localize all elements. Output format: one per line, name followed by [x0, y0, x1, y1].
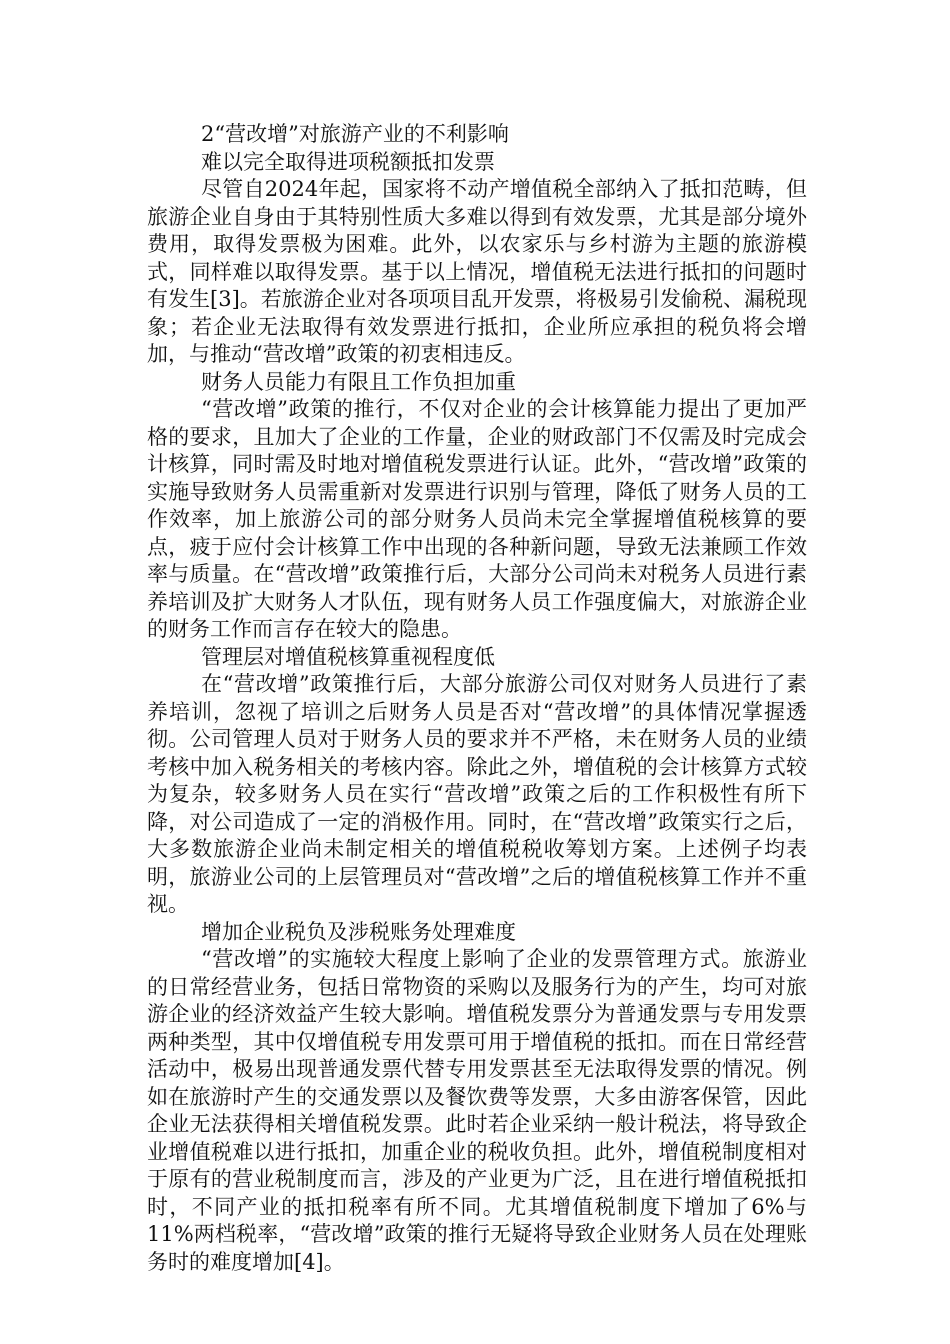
document-body [147, 121, 807, 1276]
body-paragraph: “营改增”政策的推行，不仅对企业的会计核算能力提出了更加严格的要求，且加大了企业的工作量，企业的财政部门不仅需及时完成会计核算，同时需及时地对增值税发票进行认证。此外，“营改增”政策的实施导致财务人员需重新对发票进行识别与管理，降低了财务人员的工作效率，加上旅游公司的部分财务人员尚未完全掌握增值税核算的要点，疲于应付会计核算工作中出现的各种新问题，导致无法兼顾工作效率与质量。在“营改增”政策推行后，大部分公司尚未对税务人员进行素养培训及扩大财务人才队伍，现有财务人员工作强度偏大，对旅游企业的财务工作而言存在较大的隐患。 [147, 397, 807, 641]
body-paragraph: 在“营改增”政策推行后，大部分旅游公司仅对财务人员进行了素养培训，忽视了培训之后财务人员是否对“营改增”的具体情况掌握透彻。公司管理人员对于财务人员的要求并不严格，未在财务人员的业绩考核中加入税务相关的考核内容。除此之外，增值税的会计核算方式较为复杂，较多财务人员在实行“营改增”政策之后的工作积极性有所下降，对公司造成了一定的消极作用。同时，在“营改增”政策实行之后，大多数旅游企业尚未制定相关的增值税税收筹划方案。上述例子均表明，旅游业公司的上层管理员对“营改增”之后的增值税核算工作并不重视。 [147, 672, 807, 916]
body-paragraph: 尽管自2024年起，国家将不动产增值税全部纳入了抵扣范畴，但旅游企业自身由于其特别性质大多难以得到有效发票，尤其是部分境外费用，取得发票极为困难。此外，以农家乐与乡村游为主题的旅游模式，同样难以取得发票。基于以上情况，增值税无法进行抵扣的问题时有发生[3]。若旅游企业对各项项目乱开发票，将极易引发偷税、漏税现象；若企业无法取得有效发票进行抵扣，企业所应承担的税负将会增加，与推动“营改增”政策的初衷相违反。 [147, 177, 807, 366]
subsection-heading: 增加企业税负及涉税账务处理难度 [201, 919, 516, 944]
body-paragraph: “营改增”的实施较大程度上影响了企业的发票管理方式。旅游业的日常经营业务，包括日常物资的采购以及服务行为的产生，均可对旅游企业的经济效益产生较大影响。增值税发票分为普通发票与专用发票两种类型，其中仅增值税专用发票可用于增值税的抵扣。而在日常经营活动中，极易出现普通发票代替专用发票甚至无法取得发票的情况。例如在旅游时产生的交通发票以及餐饮费等发票，大多由游客保管，因此企业无法获得相关增值税发票。此时若企业采纳一般计税法，将导致企业增值税难以进行抵扣，加重企业的税收负担。此外，增值税制度相对于原有的营业税制度而言，涉及的产业更为广泛，且在进行增值税抵扣时，不同产业的抵扣税率有所不同。尤其增值税制度下增加了6%与11%两档税率，“营改增”政策的推行无疑将导致企业财务人员在处理账务时的难度增加[4]。 [147, 947, 807, 1274]
section-title: 2“营改增”对旅游产业的不利影响 [201, 122, 509, 146]
subsection-heading: 财务人员能力有限且工作负担加重 [201, 369, 516, 394]
subsection-heading: 难以完全取得进项税额抵扣发票 [201, 149, 495, 174]
subsection-heading: 管理层对增值税核算重视程度低 [201, 644, 495, 669]
